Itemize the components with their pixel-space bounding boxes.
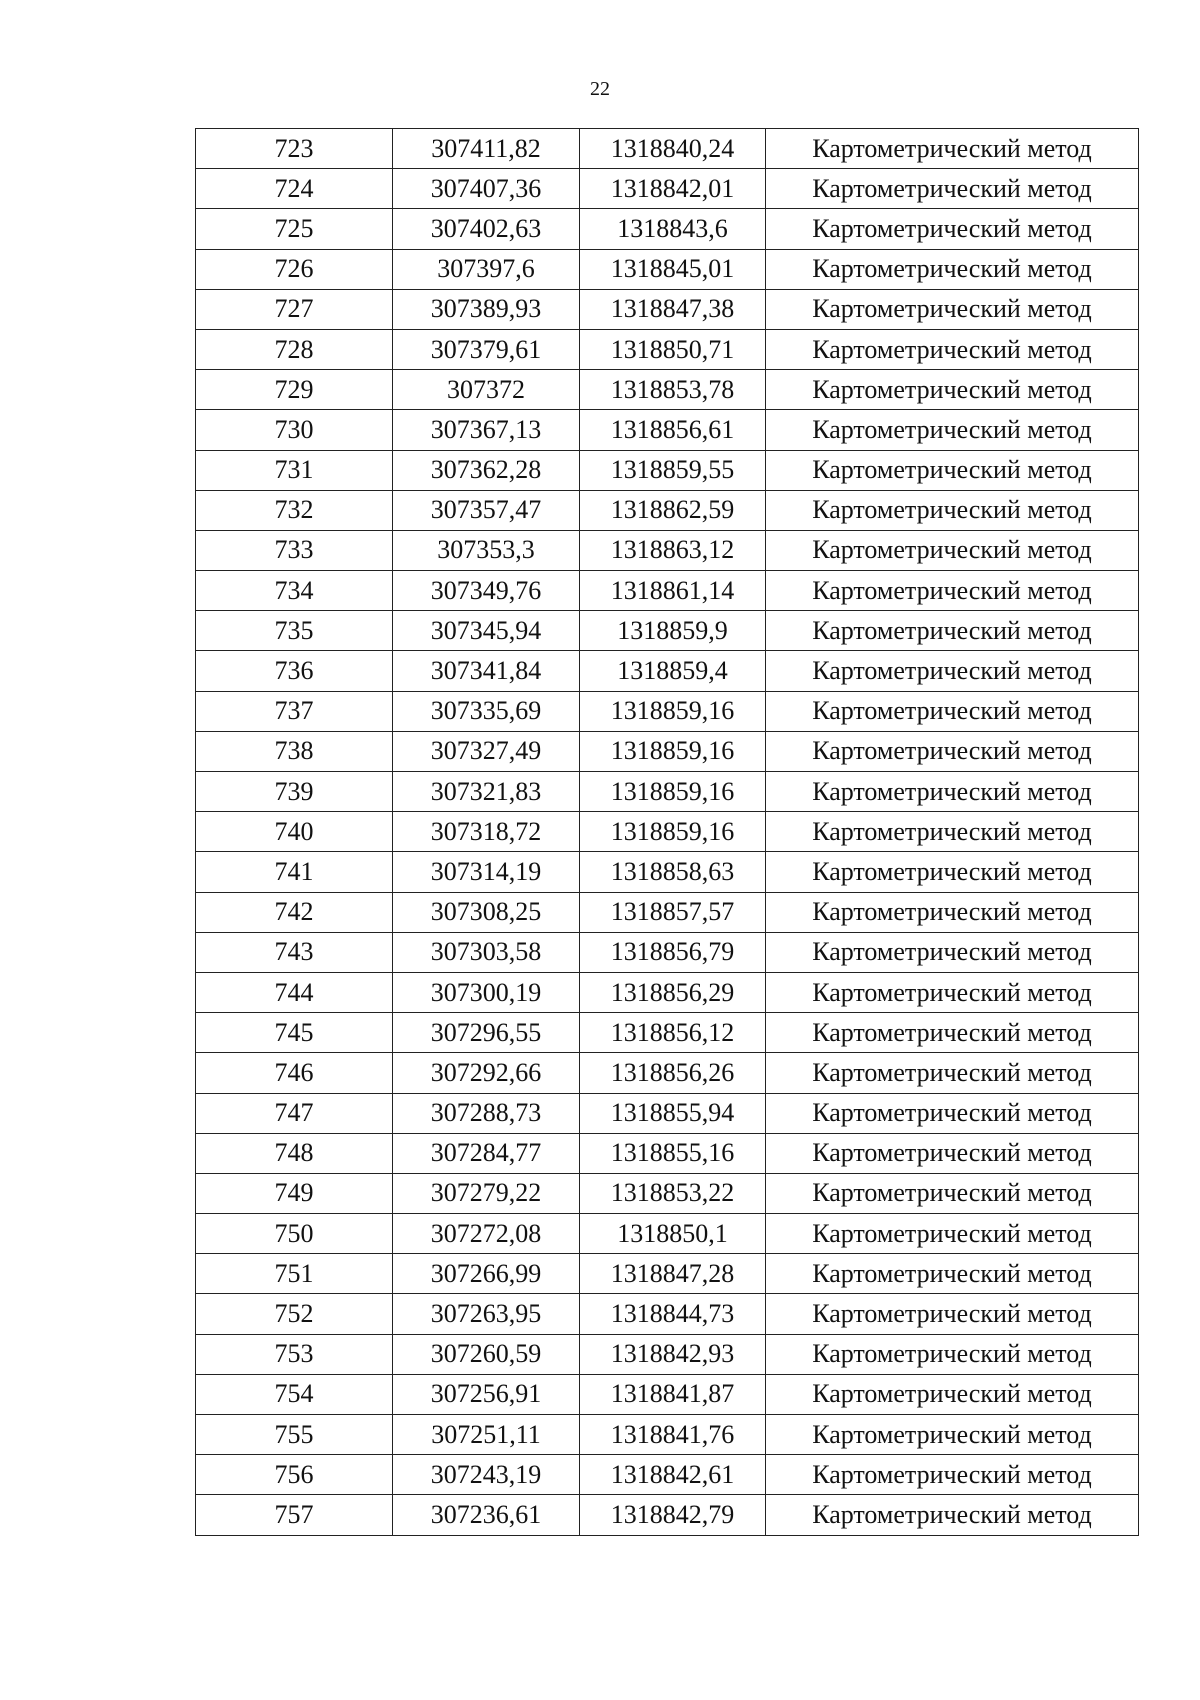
point-number-cell: 747 (196, 1093, 393, 1133)
x-coordinate-cell: 307279,22 (393, 1173, 580, 1213)
method-cell: Картометрический метод (766, 169, 1139, 209)
method-cell: Картометрический метод (766, 329, 1139, 369)
x-coordinate-cell: 307303,58 (393, 932, 580, 972)
point-number-cell: 737 (196, 691, 393, 731)
y-coordinate-cell: 1318840,24 (580, 129, 766, 169)
method-cell: Картометрический метод (766, 1214, 1139, 1254)
point-number-cell: 741 (196, 852, 393, 892)
method-cell: Картометрический метод (766, 731, 1139, 771)
table-row (196, 571, 1139, 611)
table-row (196, 1334, 1139, 1374)
method-cell: Картометрический метод (766, 370, 1139, 410)
table-row (196, 410, 1139, 450)
x-coordinate-cell: 307288,73 (393, 1093, 580, 1133)
y-coordinate-cell: 1318856,61 (580, 410, 766, 450)
table-row (196, 370, 1139, 410)
table-row (196, 972, 1139, 1012)
table-row (196, 129, 1139, 169)
method-cell: Картометрический метод (766, 209, 1139, 249)
point-number-cell: 746 (196, 1053, 393, 1093)
coordinates-table-body (196, 129, 1139, 1536)
y-coordinate-cell: 1318855,94 (580, 1093, 766, 1133)
table-row (196, 772, 1139, 812)
point-number-cell: 736 (196, 651, 393, 691)
y-coordinate-cell: 1318850,71 (580, 329, 766, 369)
point-number-cell: 731 (196, 450, 393, 490)
table-row (196, 1214, 1139, 1254)
table-row (196, 1254, 1139, 1294)
point-number-cell: 739 (196, 772, 393, 812)
y-coordinate-cell: 1318857,57 (580, 892, 766, 932)
y-coordinate-cell: 1318858,63 (580, 852, 766, 892)
method-cell: Картометрический метод (766, 1455, 1139, 1495)
table-row (196, 892, 1139, 932)
y-coordinate-cell: 1318842,61 (580, 1455, 766, 1495)
x-coordinate-cell: 307357,47 (393, 490, 580, 530)
table-row (196, 611, 1139, 651)
point-number-cell: 730 (196, 410, 393, 450)
table-row (196, 530, 1139, 570)
y-coordinate-cell: 1318856,29 (580, 972, 766, 1012)
point-number-cell: 732 (196, 490, 393, 530)
table-row (196, 490, 1139, 530)
method-cell: Картометрический метод (766, 1053, 1139, 1093)
table-row (196, 1374, 1139, 1414)
y-coordinate-cell: 1318859,16 (580, 731, 766, 771)
x-coordinate-cell: 307397,6 (393, 249, 580, 289)
method-cell: Картометрический метод (766, 1013, 1139, 1053)
x-coordinate-cell: 307318,72 (393, 812, 580, 852)
x-coordinate-cell: 307314,19 (393, 852, 580, 892)
method-cell: Картометрический метод (766, 611, 1139, 651)
x-coordinate-cell: 307372 (393, 370, 580, 410)
x-coordinate-cell: 307266,99 (393, 1254, 580, 1294)
y-coordinate-cell: 1318843,6 (580, 209, 766, 249)
table-row (196, 249, 1139, 289)
y-coordinate-cell: 1318856,79 (580, 932, 766, 972)
y-coordinate-cell: 1318859,16 (580, 812, 766, 852)
coordinates-table (195, 128, 1139, 1536)
x-coordinate-cell: 307236,61 (393, 1495, 580, 1535)
x-coordinate-cell: 307379,61 (393, 329, 580, 369)
point-number-cell: 727 (196, 289, 393, 329)
method-cell: Картометрический метод (766, 1294, 1139, 1334)
point-number-cell: 725 (196, 209, 393, 249)
point-number-cell: 742 (196, 892, 393, 932)
point-number-cell: 733 (196, 530, 393, 570)
point-number-cell: 752 (196, 1294, 393, 1334)
x-coordinate-cell: 307300,19 (393, 972, 580, 1012)
point-number-cell: 729 (196, 370, 393, 410)
point-number-cell: 734 (196, 571, 393, 611)
y-coordinate-cell: 1318842,93 (580, 1334, 766, 1374)
y-coordinate-cell: 1318842,01 (580, 169, 766, 209)
x-coordinate-cell: 307284,77 (393, 1133, 580, 1173)
table-row (196, 1093, 1139, 1133)
method-cell: Картометрический метод (766, 1173, 1139, 1213)
point-number-cell: 735 (196, 611, 393, 651)
y-coordinate-cell: 1318842,79 (580, 1495, 766, 1535)
y-coordinate-cell: 1318853,22 (580, 1173, 766, 1213)
point-number-cell: 757 (196, 1495, 393, 1535)
method-cell: Картометрический метод (766, 1495, 1139, 1535)
point-number-cell: 726 (196, 249, 393, 289)
table-row (196, 289, 1139, 329)
y-coordinate-cell: 1318841,87 (580, 1374, 766, 1414)
y-coordinate-cell: 1318856,12 (580, 1013, 766, 1053)
table-row (196, 1173, 1139, 1213)
point-number-cell: 751 (196, 1254, 393, 1294)
method-cell: Картометрический метод (766, 852, 1139, 892)
method-cell: Картометрический метод (766, 1415, 1139, 1455)
point-number-cell: 750 (196, 1214, 393, 1254)
table-row (196, 932, 1139, 972)
y-coordinate-cell: 1318847,28 (580, 1254, 766, 1294)
x-coordinate-cell: 307362,28 (393, 450, 580, 490)
x-coordinate-cell: 307335,69 (393, 691, 580, 731)
x-coordinate-cell: 307272,08 (393, 1214, 580, 1254)
point-number-cell: 748 (196, 1133, 393, 1173)
y-coordinate-cell: 1318863,12 (580, 530, 766, 570)
x-coordinate-cell: 307296,55 (393, 1013, 580, 1053)
x-coordinate-cell: 307367,13 (393, 410, 580, 450)
table-row (196, 1294, 1139, 1334)
table-row (196, 731, 1139, 771)
y-coordinate-cell: 1318859,9 (580, 611, 766, 651)
method-cell: Картометрический метод (766, 1334, 1139, 1374)
table-row (196, 1053, 1139, 1093)
y-coordinate-cell: 1318859,55 (580, 450, 766, 490)
point-number-cell: 753 (196, 1334, 393, 1374)
table-row (196, 329, 1139, 369)
method-cell: Картометрический метод (766, 1133, 1139, 1173)
method-cell: Картометрический метод (766, 1254, 1139, 1294)
x-coordinate-cell: 307349,76 (393, 571, 580, 611)
method-cell: Картометрический метод (766, 812, 1139, 852)
y-coordinate-cell: 1318850,1 (580, 1214, 766, 1254)
method-cell: Картометрический метод (766, 571, 1139, 611)
table-row (196, 1415, 1139, 1455)
y-coordinate-cell: 1318844,73 (580, 1294, 766, 1334)
x-coordinate-cell: 307402,63 (393, 209, 580, 249)
table-row (196, 450, 1139, 490)
method-cell: Картометрический метод (766, 932, 1139, 972)
point-number-cell: 745 (196, 1013, 393, 1053)
y-coordinate-cell: 1318841,76 (580, 1415, 766, 1455)
method-cell: Картометрический метод (766, 651, 1139, 691)
method-cell: Картометрический метод (766, 450, 1139, 490)
y-coordinate-cell: 1318861,14 (580, 571, 766, 611)
point-number-cell: 738 (196, 731, 393, 771)
table-row (196, 1013, 1139, 1053)
table-row (196, 691, 1139, 731)
point-number-cell: 740 (196, 812, 393, 852)
method-cell: Картометрический метод (766, 1374, 1139, 1414)
x-coordinate-cell: 307407,36 (393, 169, 580, 209)
y-coordinate-cell: 1318856,26 (580, 1053, 766, 1093)
method-cell: Картометрический метод (766, 249, 1139, 289)
method-cell: Картометрический метод (766, 1093, 1139, 1133)
table-row (196, 169, 1139, 209)
method-cell: Картометрический метод (766, 972, 1139, 1012)
x-coordinate-cell: 307353,3 (393, 530, 580, 570)
point-number-cell: 743 (196, 932, 393, 972)
x-coordinate-cell: 307260,59 (393, 1334, 580, 1374)
method-cell: Картометрический метод (766, 530, 1139, 570)
point-number-cell: 724 (196, 169, 393, 209)
y-coordinate-cell: 1318859,16 (580, 772, 766, 812)
x-coordinate-cell: 307345,94 (393, 611, 580, 651)
y-coordinate-cell: 1318859,4 (580, 651, 766, 691)
y-coordinate-cell: 1318845,01 (580, 249, 766, 289)
table-row (196, 812, 1139, 852)
x-coordinate-cell: 307308,25 (393, 892, 580, 932)
table-row (196, 852, 1139, 892)
y-coordinate-cell: 1318859,16 (580, 691, 766, 731)
y-coordinate-cell: 1318847,38 (580, 289, 766, 329)
x-coordinate-cell: 307327,49 (393, 731, 580, 771)
point-number-cell: 723 (196, 129, 393, 169)
x-coordinate-cell: 307321,83 (393, 772, 580, 812)
table-row (196, 651, 1139, 691)
point-number-cell: 728 (196, 329, 393, 369)
table-row (196, 1133, 1139, 1173)
method-cell: Картометрический метод (766, 772, 1139, 812)
point-number-cell: 755 (196, 1415, 393, 1455)
y-coordinate-cell: 1318862,59 (580, 490, 766, 530)
x-coordinate-cell: 307256,91 (393, 1374, 580, 1414)
x-coordinate-cell: 307263,95 (393, 1294, 580, 1334)
method-cell: Картометрический метод (766, 490, 1139, 530)
x-coordinate-cell: 307292,66 (393, 1053, 580, 1093)
x-coordinate-cell: 307243,19 (393, 1455, 580, 1495)
point-number-cell: 756 (196, 1455, 393, 1495)
table-row (196, 1495, 1139, 1535)
method-cell: Картометрический метод (766, 691, 1139, 731)
method-cell: Картометрический метод (766, 892, 1139, 932)
method-cell: Картометрический метод (766, 410, 1139, 450)
x-coordinate-cell: 307389,93 (393, 289, 580, 329)
page-number: 22 (590, 78, 610, 100)
method-cell: Картометрический метод (766, 129, 1139, 169)
y-coordinate-cell: 1318853,78 (580, 370, 766, 410)
y-coordinate-cell: 1318855,16 (580, 1133, 766, 1173)
method-cell: Картометрический метод (766, 289, 1139, 329)
point-number-cell: 754 (196, 1374, 393, 1414)
point-number-cell: 749 (196, 1173, 393, 1213)
point-number-cell: 744 (196, 972, 393, 1012)
x-coordinate-cell: 307341,84 (393, 651, 580, 691)
table-row (196, 1455, 1139, 1495)
x-coordinate-cell: 307251,11 (393, 1415, 580, 1455)
table-row (196, 209, 1139, 249)
x-coordinate-cell: 307411,82 (393, 129, 580, 169)
